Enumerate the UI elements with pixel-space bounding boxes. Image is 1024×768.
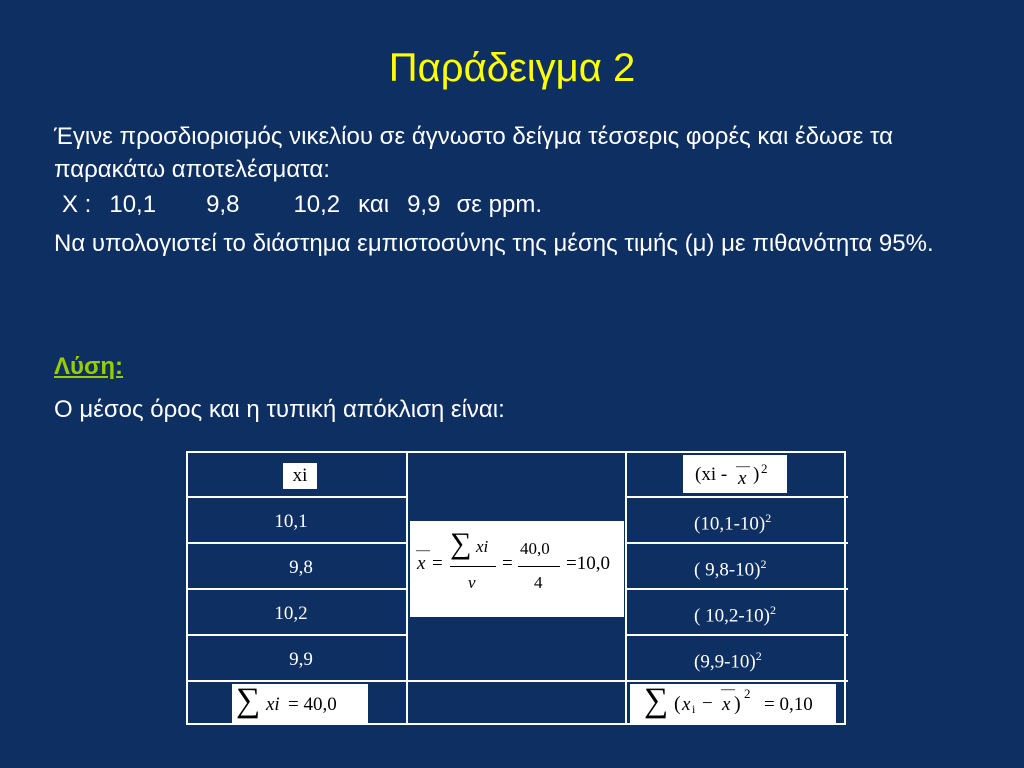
value-1: 10,1 [109,191,157,218]
slide-title: Παράδειγμα 2 [388,46,636,90]
xi-value: 9,9 [289,649,313,670]
solution-label: Λύση: [54,353,124,380]
xi-value: 10,1 [274,511,308,532]
deviation-squared: $(9,9-10)^2$ [694,649,762,673]
values-conjunction: και [358,191,390,218]
header-xi: xi [283,463,317,489]
value-2: 9,8 [206,191,240,218]
values-label: X : [62,191,92,218]
mean-formula: — x = ∑ xi ν = 40,0 4 =10,0 [410,521,624,617]
deviation-squared: ( 9,8-10)$^2$ [694,557,767,581]
task-paragraph: Να υπολογιστεί το διάστημα εμπιστοσύνης της μέσης τιμής (μ) με πιθανότητα 95%. [54,230,934,257]
value-4: 9,9 [407,191,441,218]
header-deviation-squared: (xi - — x ) 2 [683,455,787,493]
sum-squared-deviations-formula: ∑ ( x i − — x ) 2 = 0,10 [630,684,836,724]
problem-statement [54,120,954,260]
deviation-squared: ( 10,2-10)$^2$ [694,603,776,627]
xi-value: 10,2 [274,603,308,624]
problem-paragraph: Έγινε προσδιορισμός νικελίου σε άγνωστο δείγμα τέσσερις φορές και έδωσε τα παρακάτω αποτελέσματα: [54,123,893,183]
deviation-squared: $(10,1-10)^2$ [694,511,772,535]
solution-intro: Ο μέσος όρος και η τυπική απόκλιση είναι: [54,396,505,423]
measurement-values [54,188,954,221]
data-table [186,451,846,725]
xi-value: 9,8 [289,557,313,578]
values-unit: σε ppm. [456,191,542,218]
sum-xi-formula: ∑ xi = 40,0 [232,684,368,724]
value-3: 10,2 [293,191,341,218]
